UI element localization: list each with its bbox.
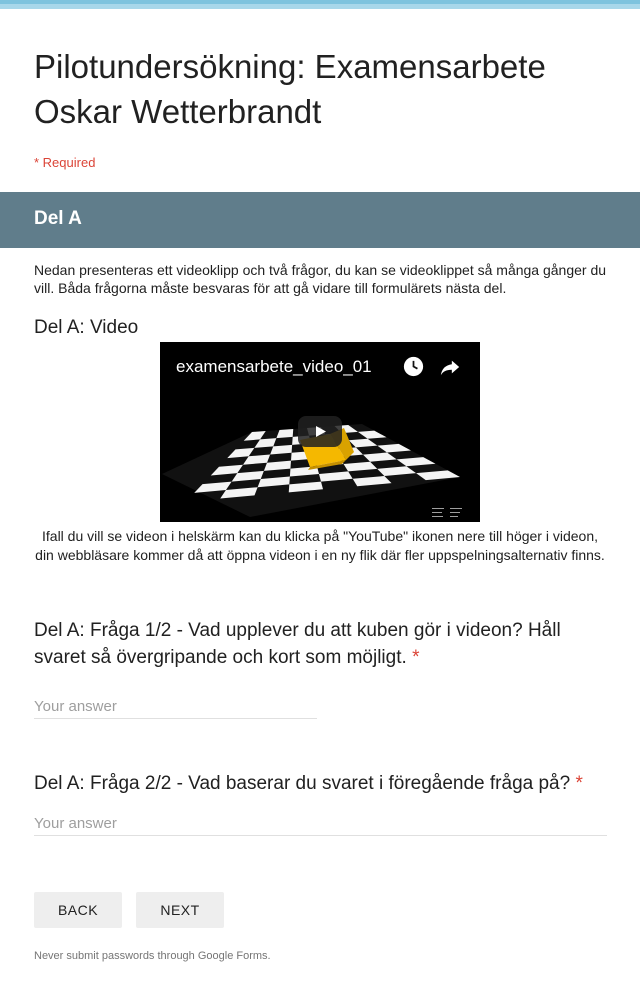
question-1-text: Del A: Fråga 1/2 - Vad upplever du att kuben gör i videon? Håll svaret så övergripande och kort som möjligt.	[34, 620, 561, 668]
video-player[interactable]	[160, 342, 480, 522]
question-2-required-mark: *	[575, 773, 583, 794]
question-2-text: Del A: Fråga 2/2 - Vad baserar du svaret i föregående fråga på?	[34, 773, 571, 794]
video-caption: Ifall du vill se videon i helskärm kan du klicka på "YouTube" ikonen nere till höger i videon, din webbläsare kommer då att öppna videon i en ny flik där fler uppspelningsalternativ finns.	[35, 528, 605, 563]
form-top-accent-strip	[0, 0, 640, 9]
video-name: examensarbete_video_01	[176, 357, 372, 376]
play-button[interactable]	[298, 416, 342, 447]
play-icon	[298, 416, 342, 447]
back-button[interactable]: BACK	[34, 892, 122, 928]
share-icon[interactable]	[439, 356, 461, 378]
question-1-title	[34, 617, 594, 671]
section-title: Del A	[34, 208, 82, 229]
question-1-required-mark: *	[412, 647, 420, 668]
form-top-accent-strip-inner	[0, 0, 640, 4]
youtube-logo-icon[interactable]	[446, 506, 476, 518]
video-item-title: Del A: Video	[34, 317, 139, 338]
next-button[interactable]: NEXT	[136, 892, 224, 928]
section-header	[0, 192, 640, 248]
question-2-title	[34, 770, 614, 797]
required-note: * Required	[34, 155, 96, 170]
question-1-answer-input[interactable]	[34, 694, 317, 719]
question-2-answer-input[interactable]	[34, 811, 607, 836]
footer-note: Never submit passwords through Google Forms.	[34, 950, 271, 962]
section-description: Nedan presenteras ett videoklipp och två frågor, du kan se videoklippet så många gånger du vill. Båda frågorna måste besvaras för att gå vidare till formulärets nästa del.	[34, 262, 607, 296]
watch-later-icon[interactable]	[403, 356, 424, 377]
form-title: Pilotundersökning: Examensarbete Oskar Wetterbrandt	[34, 48, 546, 130]
